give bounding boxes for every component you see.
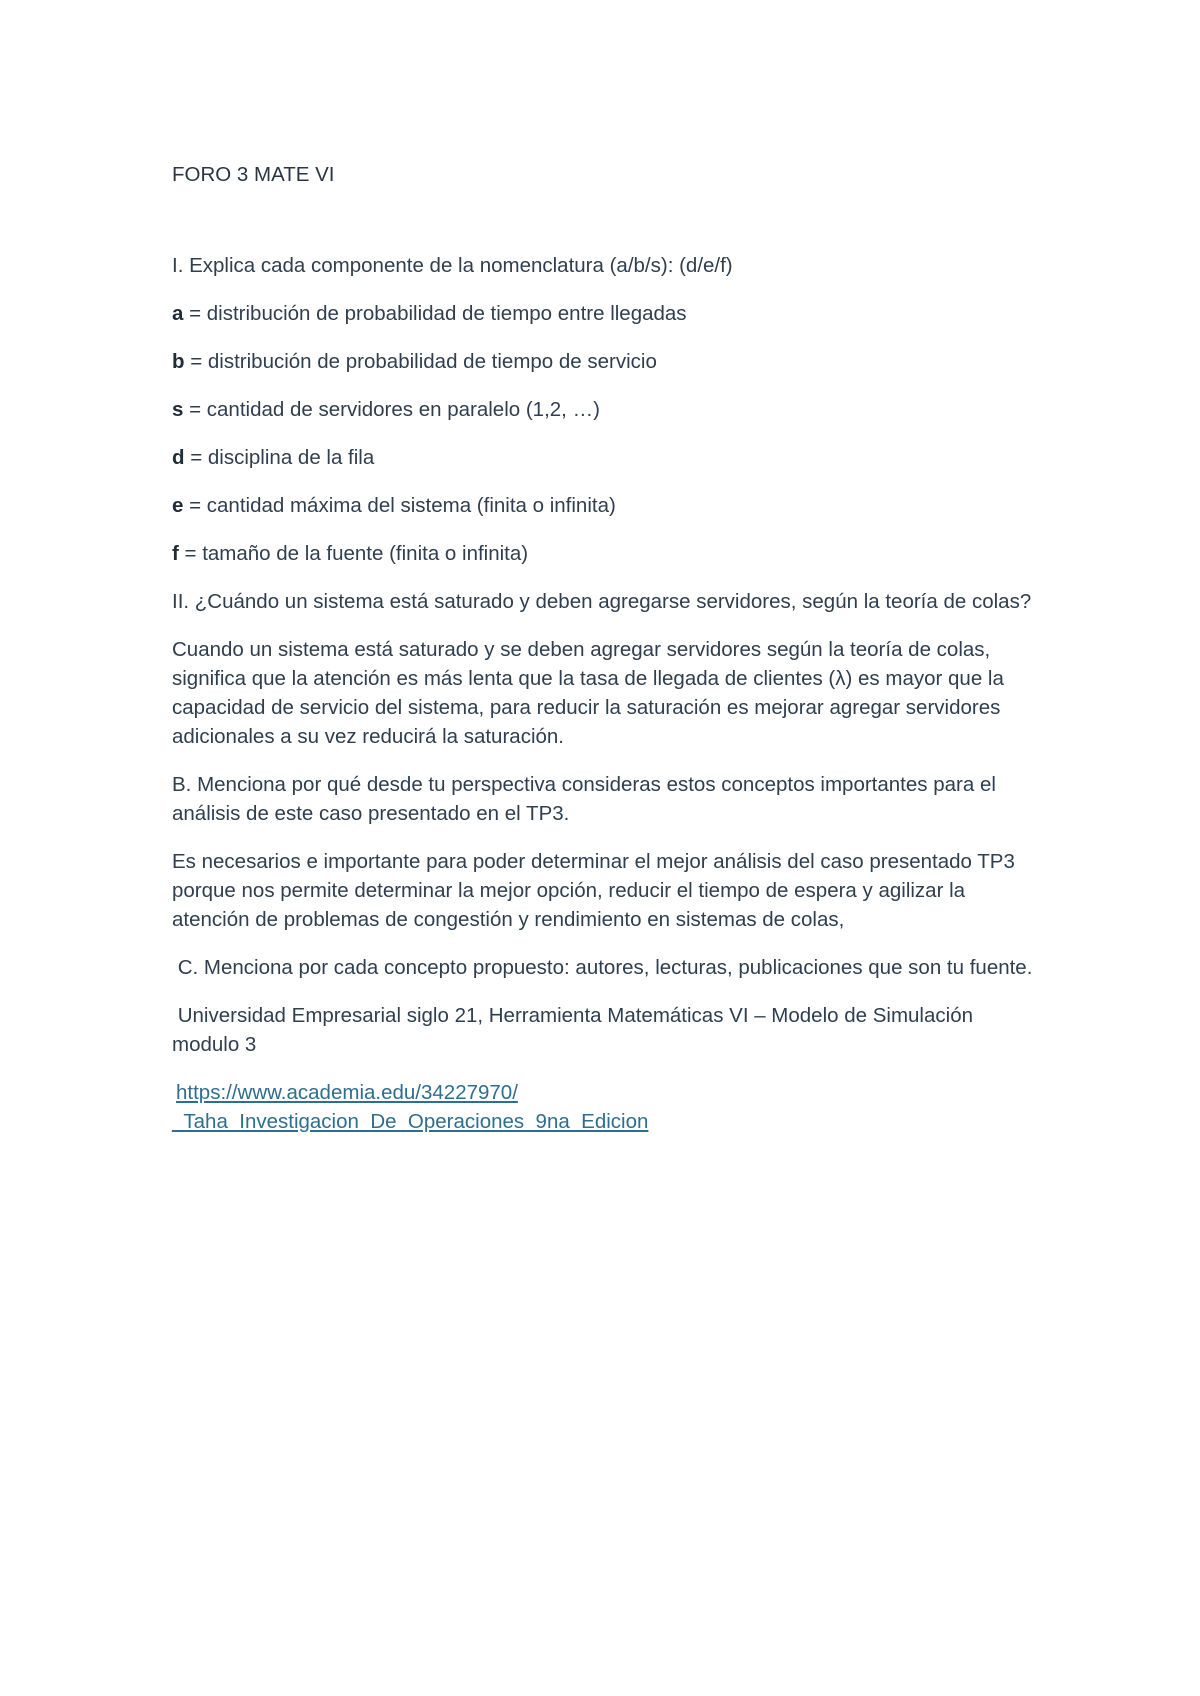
definition-a [172, 299, 1042, 328]
source-reference: Universidad Empresarial siglo 21, Herramienta Matemáticas VI – Modelo de Simulación modulo 3 [172, 1004, 979, 1056]
definition-key: f [172, 542, 179, 565]
definition-text: = tamaño de la fuente (finita o infinita) [178, 542, 529, 565]
definition-text: = distribución de probabilidad de tiempo entre llegadas [183, 302, 687, 325]
answer-2: Cuando un sistema está saturado y se deben agregar servidores según la teoría de colas, significa que la atención es más lenta que la tasa de llegada de clientes (λ) es mayor que la capacidad de servicio del sistema, para reducir la saturación es mejorar agregar servidores adicionales a su vez reducirá la saturación. [172, 638, 1004, 748]
definition-key: d [172, 446, 185, 469]
definition-key: s [172, 398, 184, 421]
answer-b: Es necesarios e importante para poder determinar el mejor análisis del caso presentado TP3 porque nos permite determinar la mejor opción, reducir el tiempo de espera y agilizar la atención de problemas de congestión y rendimiento en sistemas de colas, [172, 850, 1015, 931]
definition-s [172, 395, 1042, 424]
definition-key: e [172, 494, 184, 517]
document-title: FORO 3 MATE VI [172, 163, 335, 186]
reference-link[interactable] [172, 1078, 1042, 1136]
definition-d [172, 443, 1042, 472]
reference-link-line-1[interactable]: https://www.academia.edu/34227970/ [176, 1081, 518, 1104]
definition-f [172, 539, 1042, 568]
question-1: I. Explica cada componente de la nomenclatura (a/b/s): (d/e/f) [172, 254, 733, 277]
definition-key: b [172, 350, 185, 373]
question-2: II. ¿Cuándo un sistema está saturado y deben agregarse servidores, según la teoría de colas? [172, 590, 1032, 613]
definition-text: = cantidad de servidores en paralelo (1,2, …) [183, 398, 600, 421]
question-b: B. Menciona por qué desde tu perspectiva consideras estos conceptos importantes para el análisis de este caso presentado en el TP3. [172, 773, 996, 825]
reference-link-line-2[interactable]: _Taha_Investigacion_De_Operaciones_9na_Edicion [172, 1110, 649, 1133]
question-c: C. Menciona por cada concepto propuesto: autores, lecturas, publicaciones que son tu fuente. [172, 956, 1033, 979]
definition-text: = disciplina de la fila [184, 446, 375, 469]
definition-key: a [172, 302, 184, 325]
definition-b [172, 347, 1042, 376]
document-page [172, 160, 1042, 1136]
definition-text: = cantidad máxima del sistema (finita o infinita) [183, 494, 616, 517]
definition-text: = distribución de probabilidad de tiempo de servicio [184, 350, 657, 373]
definition-e [172, 491, 1042, 520]
